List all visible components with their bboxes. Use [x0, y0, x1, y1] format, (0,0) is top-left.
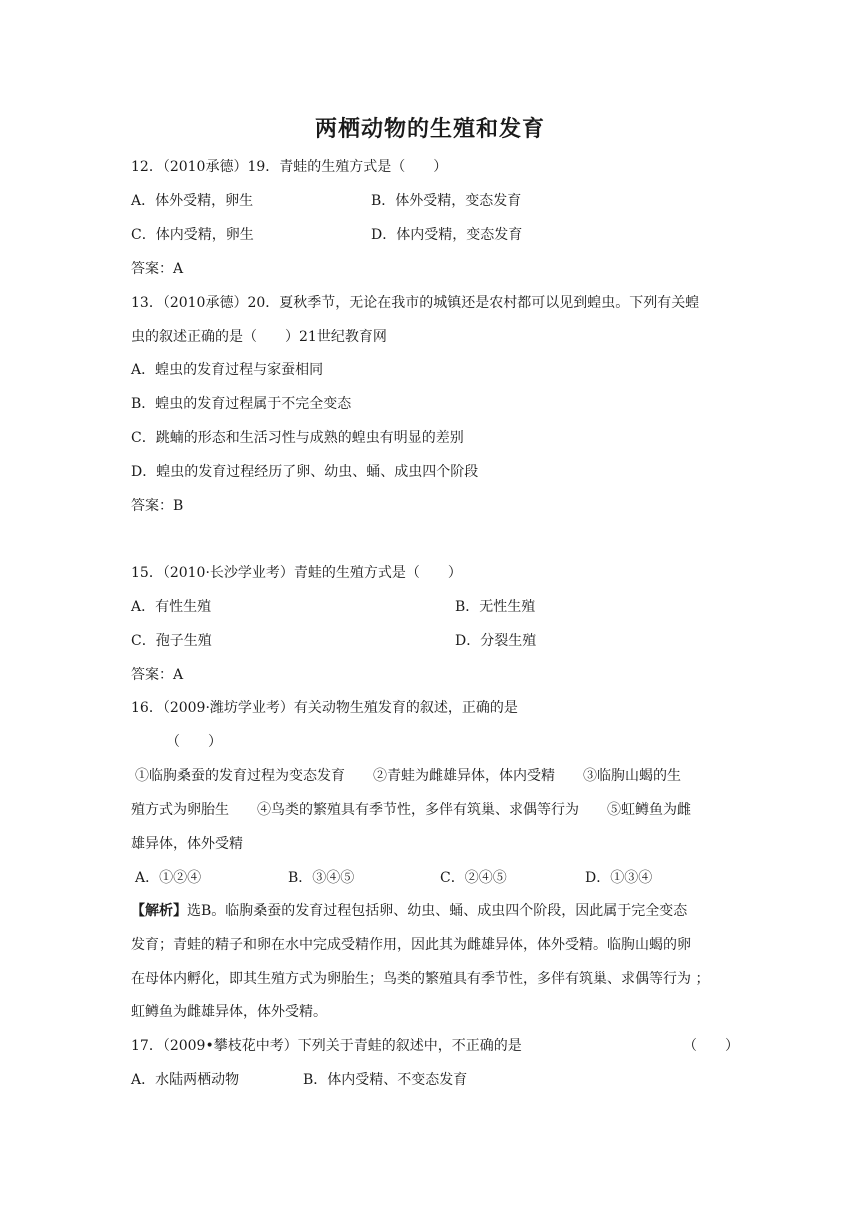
page-title: 两栖动物的生殖和发育: [314, 117, 545, 142]
q15-answer: 答案：A: [131, 667, 184, 683]
q13-option-c: C．跳蝻的形态和生活习性与成熟的蝗虫有明显的差别: [131, 430, 464, 446]
q12-stem: 12．（2010承德）19．青蛙的生殖方式是（ ）: [131, 159, 448, 175]
q12-option-b: B．体外受精，变态发育: [371, 193, 522, 209]
q16-body-line2: 殖方式为卵胎生 ④鸟类的繁殖具有季节性，多伴有筑巢、求偶等行为 ⑤虹鳟鱼为雌: [131, 802, 691, 818]
q13-stem-line1: 13．（2010承德）20．夏秋季节，无论在我市的城镇还是农村都可以见到蝗虫。下列有关蝗: [131, 295, 700, 311]
q17-option-a: A．水陆两栖动物: [131, 1072, 240, 1088]
q16-option-c: C．②④⑤: [440, 870, 507, 886]
q15-stem: 15．（2010·长沙学业考）青蛙的生殖方式是（ ）: [131, 565, 462, 581]
q17-option-b: B．体内受精、不变态发育: [303, 1072, 468, 1088]
q16-paren: （ ）: [166, 734, 222, 750]
q13-stem-line2: 虫的叙述正确的是（ ）21世纪教育网: [131, 329, 387, 345]
q13-answer: 答案：B: [131, 498, 184, 514]
q12-option-a: A．体外受精，卵生: [131, 193, 254, 209]
q15-option-a: A．有性生殖: [131, 599, 212, 615]
q12-option-d: D．体内受精，变态发育: [371, 227, 523, 243]
q16-body-line3: 雄异体，体外受精: [131, 836, 243, 852]
q13-option-b: B．蝗虫的发育过程属于不完全变态: [131, 396, 352, 412]
q16-analysis-line2: 发育；青蛙的精子和卵在水中完成受精作用，因此其为雌雄异体，体外受精。临朐山蝎的卵: [131, 937, 691, 953]
q16-analysis-line3: 在母体内孵化，即其生殖方式为卵胎生；鸟类的繁殖具有季节性，多伴有筑巢、求偶等行为 ；: [131, 971, 710, 987]
q17-stem: 17．（2009•攀枝花中考）下列关于青蛙的叙述中，不正确的是: [131, 1038, 522, 1054]
q16-analysis-line1: [131, 901, 687, 921]
q16-option-a: A．①②④: [135, 870, 202, 886]
q15-option-b: B．无性生殖: [455, 599, 536, 615]
q16-option-b: B．③④⑤: [288, 870, 355, 886]
q12-option-c: C．体内受精，卵生: [131, 227, 254, 243]
q17-paren: （ ）: [683, 1038, 739, 1054]
q15-option-c: C．孢子生殖: [131, 633, 212, 649]
q16-stem: 16．（2009·潍坊学业考）有关动物生殖发育的叙述，正确的是: [131, 700, 518, 716]
analysis-text: 选B。临朐桑蚕的发育过程包括卵、幼虫、蛹、成虫四个阶段，因此属于完全变态: [187, 903, 688, 919]
q16-body-line1: ①临朐桑蚕的发育过程为变态发育 ②青蛙为雌雄异体，体内受精 ③临朐山蝎的生: [135, 768, 681, 784]
q13-option-d: D．蝗虫的发育过程经历了卵、幼虫、蛹、成虫四个阶段: [131, 464, 479, 480]
q16-analysis-line4: 虹鳟鱼为雌雄异体，体外受精。: [131, 1004, 327, 1020]
analysis-tag: 【解析】: [131, 903, 187, 919]
q16-option-d: D．①③④: [585, 870, 653, 886]
q12-answer: 答案：A: [131, 261, 184, 277]
q13-option-a: A．蝗虫的发育过程与家蚕相同: [131, 362, 324, 378]
q15-option-d: D．分裂生殖: [455, 633, 537, 649]
